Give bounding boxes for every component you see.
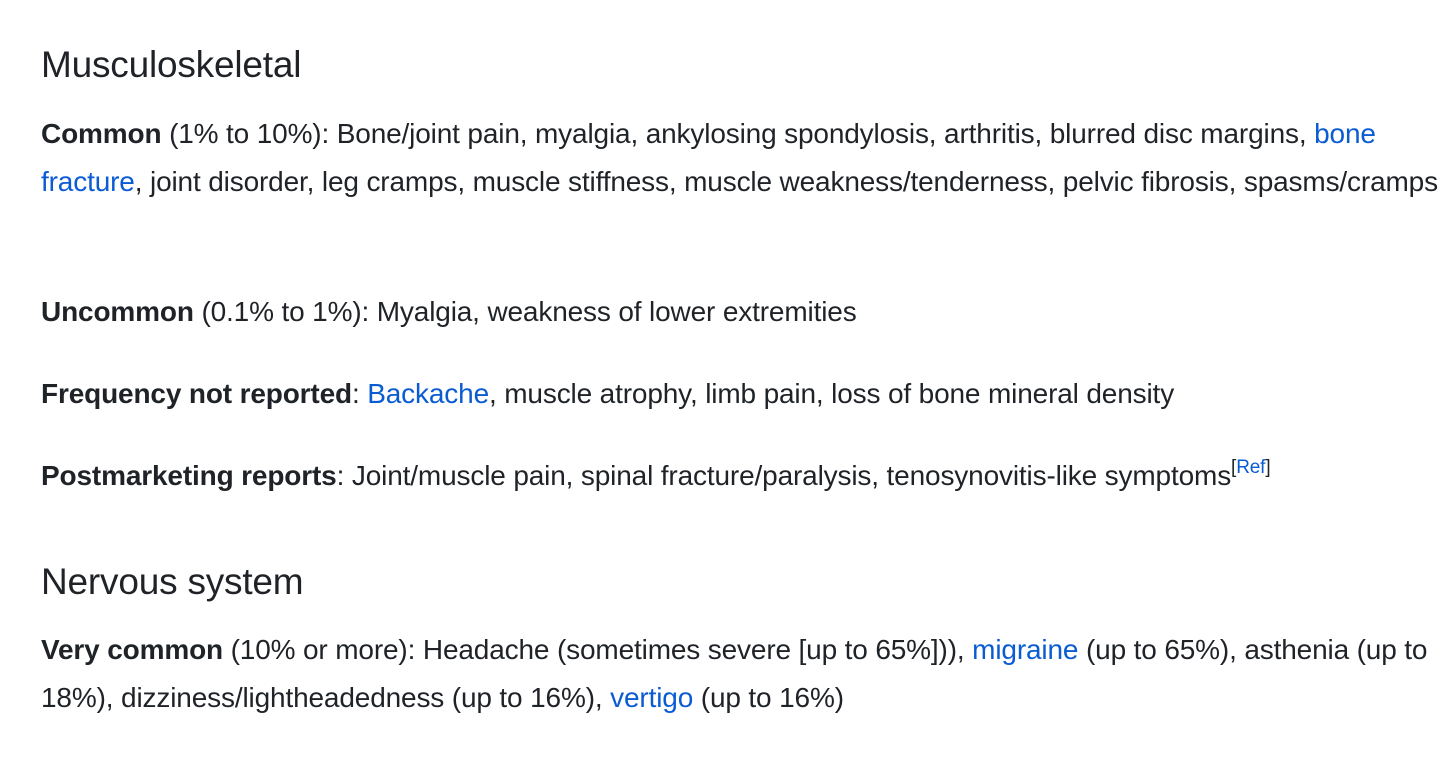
label-separator: : [351,378,368,409]
paragraph-text: (up to 16%) [693,682,844,713]
reference-link[interactable]: Ref [1236,457,1266,478]
frequency-range: (0.1% to 1%): [193,296,377,327]
link-backache[interactable]: Backache [367,378,489,409]
link-bone-fracture[interactable]: bone fracture [41,118,1376,197]
paragraph-text: Bone/joint pain, myalgia, ankylosing spondylosis, arthritis, blurred disc margins, [336,118,1315,149]
paragraph-uncommon [41,288,1438,336]
section-heading-musculoskeletal: Musculoskeletal [41,44,302,85]
paragraph-postmarketing [41,452,1438,500]
link-vertigo[interactable]: vertigo [610,682,694,713]
paragraph-text: , muscle atrophy, limb pain, loss of bone mineral density [489,378,1175,409]
frequency-label-very-common: Very common [41,634,223,665]
paragraph-frequency-not-reported [41,370,1438,418]
frequency-label-common: Common [41,118,162,149]
paragraph-text: , joint disorder, leg cramps, muscle stiffness, muscle weakness/tenderness, pelvic fibrosis, spasms/cramps [134,166,1438,197]
paragraph-common [41,110,1438,206]
paragraph-text: Headache (sometimes severe [up to 65%])), [422,634,973,665]
frequency-label-uncommon: Uncommon [41,296,194,327]
section-heading-nervous-system: Nervous system [41,561,304,602]
frequency-label-postmarketing: Postmarketing reports [41,460,337,491]
frequency-label-not-reported: Frequency not reported [41,378,352,409]
paragraph-text: (up to 65%), asthenia (up to 18%), dizziness/lightheadedness (up to 16%), [41,634,1428,713]
ref-bracket-close: ] [1265,457,1271,478]
frequency-range: (1% to 10%): [161,118,337,149]
paragraph-text: Joint/muscle pain, spinal fracture/paralysis, tenosynovitis-like symptoms [351,460,1232,491]
reference-superscript [1231,457,1270,478]
link-migraine[interactable]: migraine [972,634,1079,665]
ref-bracket-open: [ [1231,457,1237,478]
paragraph-very-common [41,626,1438,722]
frequency-range: (10% or more): [222,634,423,665]
label-separator: : [336,460,352,491]
paragraph-text: Myalgia, weakness of lower extremities [376,296,857,327]
